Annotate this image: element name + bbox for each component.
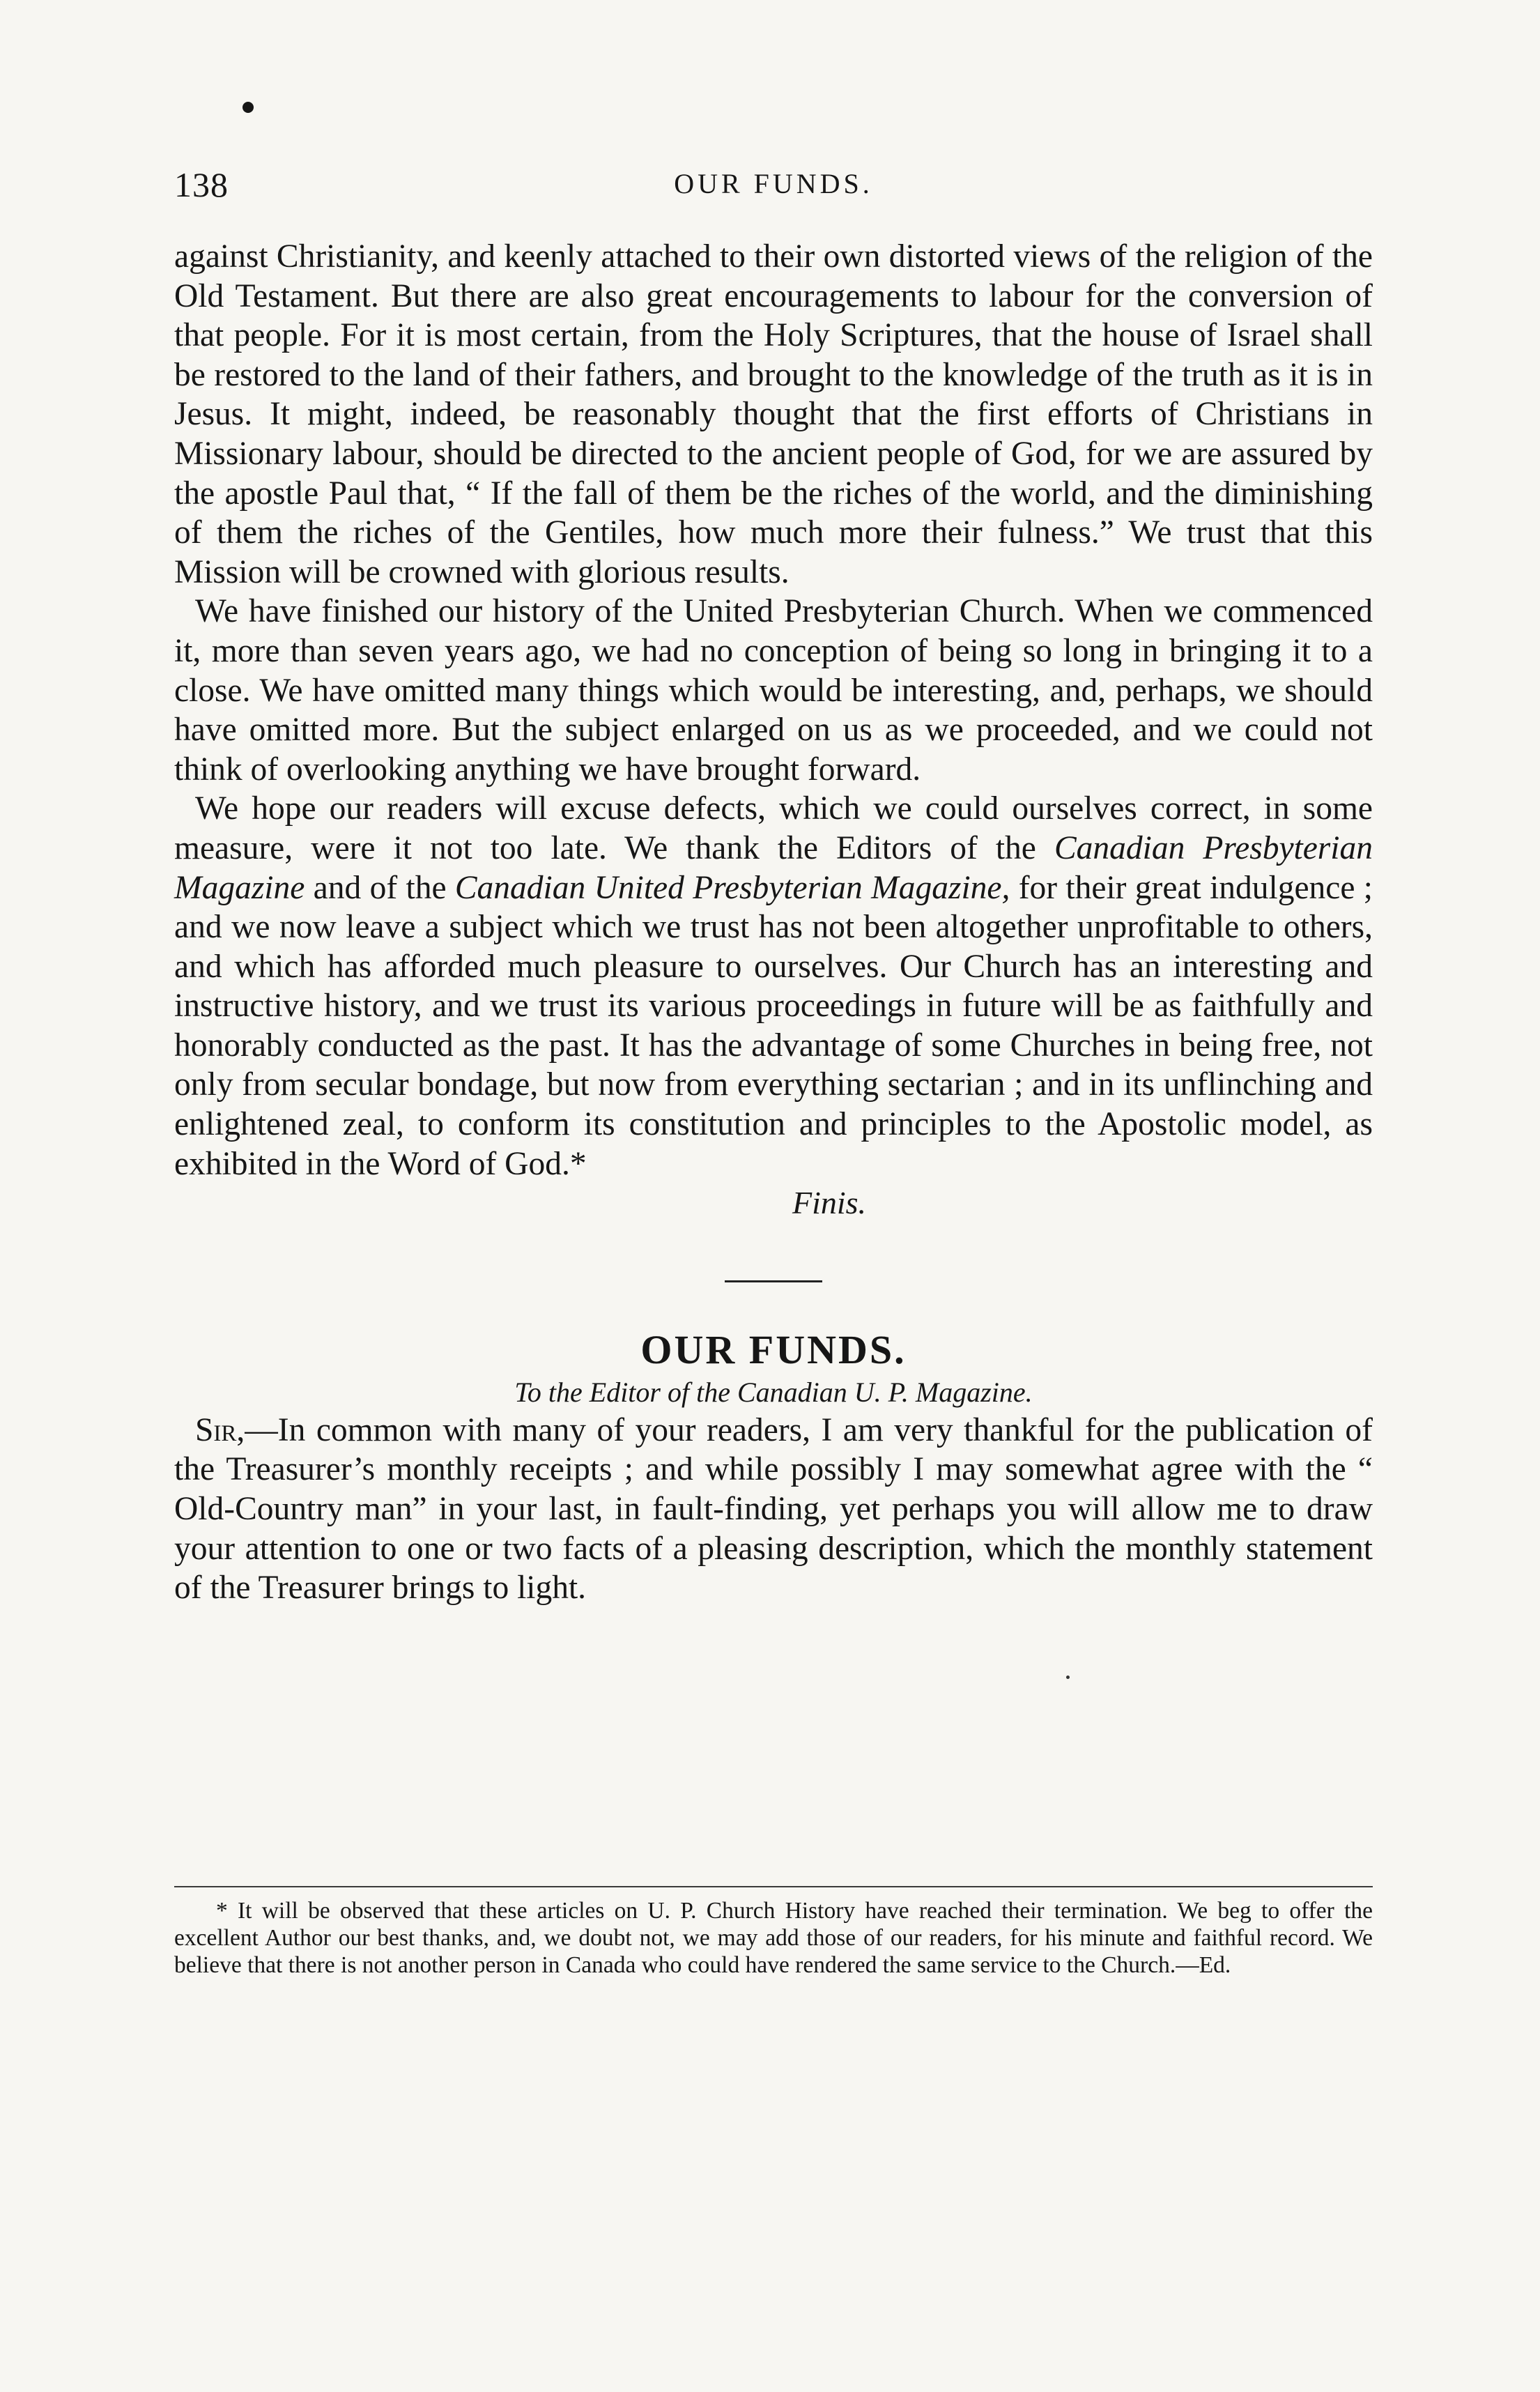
letter-body bbox=[174, 1411, 1373, 1608]
salutation: Sir, bbox=[195, 1411, 245, 1448]
paragraph-1: against Christianity, and keenly attached to their own distorted views of the religion of the Old Testament. But there are also great encouragements to labour for the conversion of that people. For it is most certain, from the Holy Scriptures, that the house of Israel shall be restored to the land of their fathers, and brought to the knowledge of the truth as it is in Jesus. It might, indeed, be reasonably thought that the first efforts of Christians in Missionary labour, should be directed to the ancient people of God, for we are assured by the apostle Paul that, “ If the fall of them be the riches of the world, and the diminishing of them the riches of the Gentiles, how much more their fulness.” We trust that this Mission will be crowned with glorious results. bbox=[174, 238, 1373, 590]
paragraph-3 bbox=[174, 789, 1373, 1183]
ink-dot bbox=[242, 102, 254, 113]
section-title: OUR FUNDS. bbox=[640, 1326, 907, 1372]
ink-speck bbox=[1066, 1676, 1070, 1679]
running-title: OUR FUNDS. bbox=[674, 168, 873, 199]
paragraph-2: We have finished our history of the United Presbyterian Church. When we commenced it, more than seven years ago, we had no conception of being so long in bringing it to a close. We have omitted many things which would be interesting, and, perhaps, we should have omitted more. But the subject enlarged on us as we proceeded, and we could not think of overlooking anything we have brought forward. bbox=[174, 593, 1373, 788]
magazine-title-2: Canadian United Presbyterian Magazine, bbox=[454, 869, 1010, 906]
magazine-title-1: Canadian Presbyterian Magazine bbox=[174, 829, 1373, 906]
page-number: 138 bbox=[174, 165, 229, 204]
paragraph-3-part-1: We hope our readers will excuse defects, which we could ourselves correct, in some measure, were it not too late. We thank the Editors of the bbox=[174, 790, 1373, 866]
letter-addressee: To the Editor of the Canadian U. P. Magazine. bbox=[514, 1376, 1033, 1408]
running-head bbox=[174, 164, 1373, 206]
footnote-text: * It will be observed that these articles on U. P. Church History have reached their termination. We beg to offer the excellent Author our best thanks, and, we doubt not, we may add those of our readers, for his minute and faithful record. We believe that there is not another person in Canada who could have rendered the same service to the Church.—Ed. bbox=[174, 1898, 1373, 1978]
section-divider bbox=[725, 1280, 822, 1282]
finis: Finis. bbox=[792, 1185, 867, 1221]
footnote-rule bbox=[174, 1886, 1373, 1887]
letter-text: —In common with many of your readers, I am very thankful for the publication of the Treasurer’s monthly receipts ; and while possibly I may somewhat agree with the “ Old-Country man” in your last, in fault-finding, yet perhaps you will allow me to draw your attention to one or two facts of a pleasing description, which the monthly statement of the Treasurer brings to light. bbox=[174, 1411, 1373, 1607]
page bbox=[174, 0, 1373, 2392]
paragraph-3-part-2: and of the bbox=[305, 869, 455, 906]
paragraph-3-part-3: for their great indulgence ; and we now leave a subject which we trust has not been altogether unprofitable to others, and which has afforded much pleasure to ourselves. Our Church has an interesting and instructive history, and we trust its various proceedings in future will be as faithfully and honorably conducted as the past. It has the advantage of some Churches in being free, not only from secular bondage, but now from everything sectarian ; and in its unflinching and enlightened zeal, to conform its constitution and principles to the Apostolic model, as exhibited in the Word of God.* bbox=[174, 869, 1373, 1182]
footnote bbox=[174, 1897, 1373, 1979]
body-text bbox=[174, 237, 1373, 1608]
